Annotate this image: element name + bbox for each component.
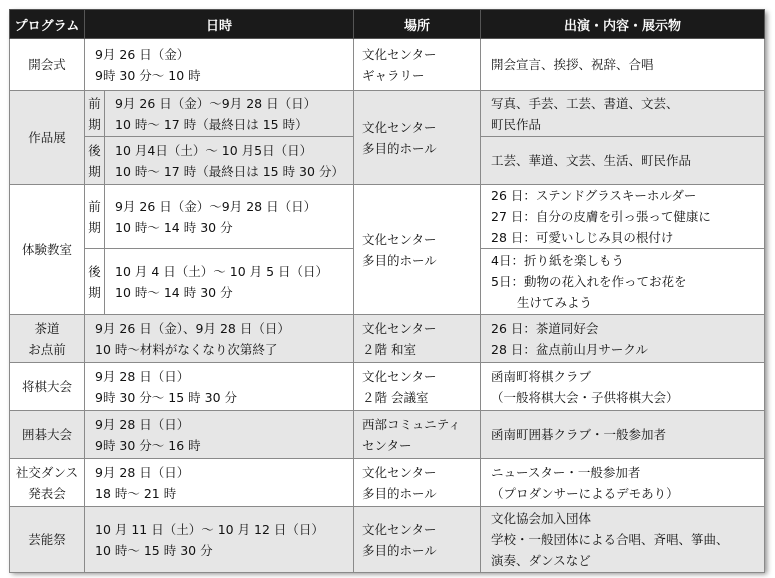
time-line: 10 時～材料がなくなり次第終了	[95, 341, 278, 357]
program-name: 作品展	[10, 91, 85, 185]
row-workshop-early	[10, 185, 765, 249]
detail-line: 28 日：可愛いしじみ貝の根付け	[491, 230, 674, 245]
datetime-cell	[105, 249, 354, 315]
datetime-cell	[85, 507, 354, 573]
datetime-cell	[85, 39, 354, 91]
row-go	[10, 411, 765, 459]
row-shogi	[10, 363, 765, 411]
detail-line: 函南町囲碁クラブ・一般参加者	[491, 427, 667, 442]
place-line: ギャラリー	[362, 67, 425, 83]
detail-line: 26 日：ステンドグラスキーホルダー	[491, 188, 697, 203]
time-line: 9時 30 分～ 15 時 30 分	[95, 389, 238, 405]
time-line: 10 時～ 15 時 30 分	[95, 542, 213, 558]
datetime-cell	[85, 363, 354, 411]
row-opening	[10, 39, 765, 91]
date-line: 9月 26 日（金）～9月 28 日（日）	[115, 95, 317, 111]
detail-line: 学校・一般団体による合唱、斉唱、箏曲、	[491, 532, 729, 547]
date-line: 9月 26 日（金）～9月 28 日（日）	[115, 198, 317, 214]
detail-cell	[481, 137, 765, 185]
row-arts	[10, 507, 765, 573]
time-line: 10 時～ 14 時 30 分	[115, 284, 233, 300]
place-line: 多目的ホール	[362, 252, 437, 268]
datetime-cell	[85, 411, 354, 459]
place-cell	[354, 459, 481, 507]
place-cell	[354, 411, 481, 459]
period-label: 後 期	[85, 249, 105, 315]
place-line: ２階 和室	[362, 341, 416, 357]
place-cell	[354, 363, 481, 411]
detail-cell	[481, 363, 765, 411]
detail-cell	[481, 315, 765, 363]
detail-cell	[481, 185, 765, 249]
date-line: 10 月 4 日（土）～ 10 月 5 日（日）	[115, 263, 329, 279]
detail-line: ニュースター・一般参加者	[491, 464, 641, 480]
row-dance	[10, 459, 765, 507]
event-schedule-table	[9, 9, 765, 573]
date-line: 9月 28 日（日）	[95, 464, 190, 480]
detail-line: 演奏、ダンスなど	[491, 553, 591, 568]
time-line: 9時 30 分～ 16 時	[95, 437, 201, 453]
place-line: センター	[362, 437, 412, 453]
program-name: 社交ダンス 発表会	[10, 459, 85, 507]
place-line: 多目的ホール	[362, 140, 437, 156]
place-line: 文化センター	[362, 119, 437, 135]
detail-line: 26 日：茶道同好会	[491, 320, 599, 336]
date-line: 9月 26 日（金）	[95, 46, 190, 62]
detail-line: 5日：動物の花入れを作ってお花を	[491, 274, 687, 289]
place-line: 文化センター	[362, 231, 437, 247]
row-exhibition-early	[10, 91, 765, 137]
time-line: 9時 30 分～ 10 時	[95, 67, 201, 83]
detail-cell	[481, 39, 765, 91]
detail-line: （一般将棋大会・子供将棋大会）	[491, 389, 679, 405]
place-line: 文化センター	[362, 521, 437, 537]
place-cell	[354, 315, 481, 363]
detail-line: 28 日：盆点前山月サークル	[491, 341, 649, 357]
place-cell	[354, 507, 481, 573]
datetime-cell	[105, 185, 354, 249]
schedule-table-wrapper	[9, 9, 764, 571]
place-line: ２階 会議室	[362, 389, 429, 405]
place-cell	[354, 91, 481, 185]
place-cell	[354, 185, 481, 315]
place-line: 多目的ホール	[362, 542, 437, 558]
period-label: 前 期	[85, 91, 105, 137]
program-name: 将棋大会	[10, 363, 85, 411]
period-label: 前 期	[85, 185, 105, 249]
header-datetime: 日時	[85, 10, 354, 39]
detail-line: 写真、手芸、工芸、書道、文芸、	[491, 95, 679, 111]
date-line: 9月 28 日（日）	[95, 416, 190, 432]
detail-line: 文化協会加入団体	[491, 511, 592, 526]
datetime-cell	[85, 315, 354, 363]
detail-cell	[481, 507, 765, 573]
datetime-cell	[105, 91, 354, 137]
header-program: プログラム	[10, 10, 85, 39]
detail-cell	[481, 459, 765, 507]
place-line: 文化センター	[362, 46, 437, 62]
program-name: 芸能祭	[10, 507, 85, 573]
detail-line: 工芸、華道、文芸、生活、町民作品	[491, 153, 692, 168]
place-line: 多目的ホール	[362, 485, 437, 501]
header-row	[10, 10, 765, 39]
detail-cell	[481, 411, 765, 459]
time-line: 18 時～ 21 時	[95, 485, 177, 501]
detail-cell	[481, 249, 765, 315]
header-place: 場所	[354, 10, 481, 39]
place-line: 文化センター	[362, 368, 437, 384]
detail-line: 生けてみよう	[517, 295, 593, 310]
program-name: 茶道 お点前	[10, 315, 85, 363]
place-line: 西部コミュニティ	[362, 416, 461, 432]
datetime-cell	[105, 137, 354, 185]
date-line: 9月 26 日（金）、9月 28 日（日）	[95, 320, 290, 336]
time-line: 10 時～ 14 時 30 分	[115, 219, 233, 235]
program-name: 囲碁大会	[10, 411, 85, 459]
date-line: 10 月4日（土）～ 10 月5日（日）	[115, 142, 313, 158]
date-line: 9月 28 日（日）	[95, 368, 190, 384]
header-detail: 出演・内容・展示物	[481, 10, 765, 39]
place-line: 文化センター	[362, 320, 437, 336]
row-tea	[10, 315, 765, 363]
datetime-cell	[85, 459, 354, 507]
place-line: 文化センター	[362, 464, 437, 480]
detail-cell	[481, 91, 765, 137]
period-label: 後 期	[85, 137, 105, 185]
detail-line: 町民作品	[491, 116, 542, 132]
place-cell	[354, 39, 481, 91]
detail-line: 函南町将棋クラブ	[491, 368, 592, 384]
time-line: 10 時～ 17 時（最終日は 15 時 30 分）	[115, 163, 344, 179]
program-name: 開会式	[10, 39, 85, 91]
program-name: 体験教室	[10, 185, 85, 315]
detail-line: 開会宣言、挨拶、祝辞、合唱	[491, 57, 654, 72]
detail-line: （プロダンサーによるデモあり）	[491, 485, 679, 501]
date-line: 10 月 11 日（土）～ 10 月 12 日（日）	[95, 521, 324, 537]
detail-line: 27 日：自分の皮膚を引っ張って健康に	[491, 209, 711, 224]
time-line: 10 時～ 17 時（最終日は 15 時）	[115, 116, 308, 132]
detail-line: 4日：折り紙を楽しもう	[491, 253, 624, 268]
